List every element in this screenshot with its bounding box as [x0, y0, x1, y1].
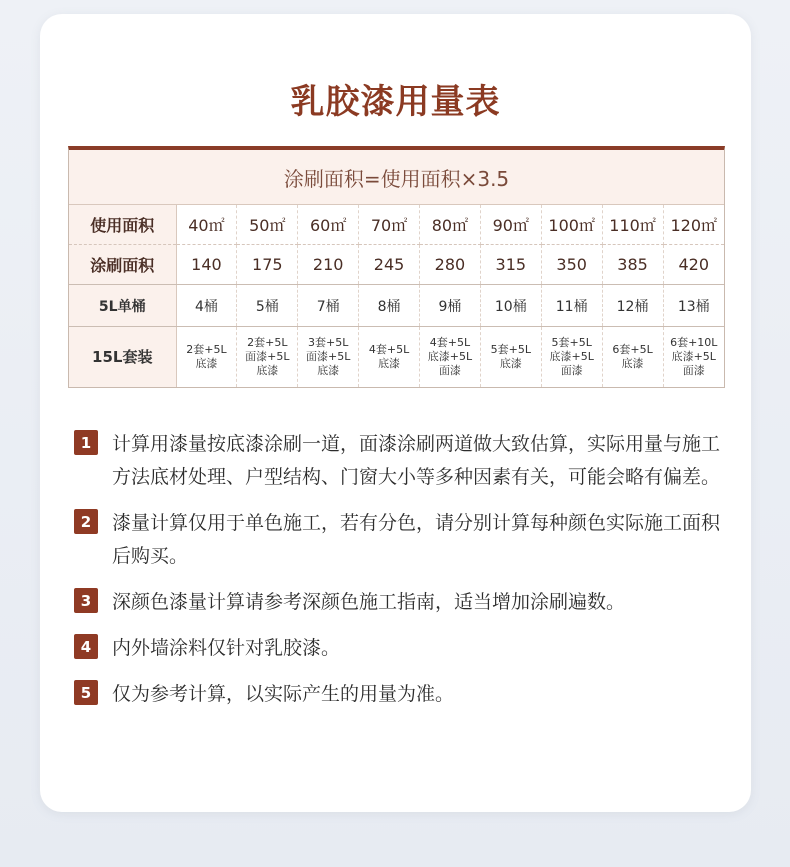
row-15l-set [69, 327, 724, 388]
bucket-5l-cell: 9桶 [420, 285, 481, 327]
page-title: 乳胶漆用量表 [290, 82, 501, 122]
set-15l-cell: 5套+5L 底漆+5L 面漆 [541, 327, 602, 388]
note-number-badge: 4 [74, 634, 98, 659]
usage-area-cell: 50㎡ [237, 205, 298, 245]
content-card [40, 14, 751, 812]
row-brush-area [69, 245, 724, 285]
usage-area-cell: 90㎡ [480, 205, 541, 245]
formula-header: 涂刷面积=使用面积×3.5 [69, 150, 724, 205]
note-number-badge: 5 [74, 680, 98, 705]
set-15l-cell: 6套+5L 底漆 [602, 327, 663, 388]
set-15l-cell: 6套+10L 底漆+5L 面漆 [670, 336, 718, 377]
bucket-5l-cell: 12桶 [602, 285, 663, 327]
set-15l-cell: 4套+5L 底漆 [359, 327, 420, 388]
note-item [74, 632, 724, 665]
note-text: 计算用漆量按底漆涂刷一道，面漆涂刷两道做大致估算，实际用量与施工方法底材处理、户型结构、门窗大小等多种因素有关，可能会略有偏差。 [112, 433, 721, 488]
brush-area-cell: 280 [420, 245, 481, 285]
note-text: 内外墙涂料仅针对乳胶漆。 [112, 637, 341, 659]
bucket-5l-cell: 10桶 [480, 285, 541, 327]
brush-area-cell: 175 [237, 245, 298, 285]
usage-area-cell: 100㎡ [541, 205, 602, 245]
note-text: 仅为参考计算，以实际产生的用量为准。 [112, 683, 455, 705]
brush-area-cell: 315 [480, 245, 541, 285]
usage-table-grid [69, 150, 724, 387]
row-usage-area [69, 205, 724, 245]
row-5l-bucket [69, 285, 724, 327]
set-15l-cell: 2套+5L 面漆+5L 底漆 [237, 327, 298, 388]
note-number-badge: 2 [74, 509, 98, 534]
bucket-5l-cell: 7桶 [298, 285, 359, 327]
usage-area-cell: 60㎡ [298, 205, 359, 245]
usage-area-cell: 80㎡ [420, 205, 481, 245]
note-number-badge: 1 [74, 430, 98, 455]
note-number-badge: 3 [74, 588, 98, 613]
note-text: 漆量计算仅用于单色施工，若有分色，请分别计算每种颜色实际施工面积后购买。 [112, 512, 721, 567]
bucket-5l-cell: 8桶 [359, 285, 420, 327]
brush-area-cell: 385 [602, 245, 663, 285]
set-15l-cell: 4套+5L 底漆+5L 面漆 [420, 327, 481, 388]
usage-area-cell: 110㎡ [602, 205, 663, 245]
note-item [74, 678, 724, 711]
bucket-5l-cell: 4桶 [176, 285, 237, 327]
set-15l-cell: 5套+5L 底漆 [480, 327, 541, 388]
row-label-usage-area: 使用面积 [69, 205, 176, 245]
note-text: 深颜色漆量计算请参考深颜色施工指南，适当增加涂刷遍数。 [112, 591, 626, 613]
brush-area-cell: 140 [176, 245, 237, 285]
row-label-15l-set: 15L套装 [69, 327, 176, 388]
row-label-5l-bucket: 5L单桶 [69, 285, 176, 327]
brush-area-cell: 245 [359, 245, 420, 285]
usage-area-cell: 70㎡ [359, 205, 420, 245]
note-item [74, 507, 724, 573]
brush-area-cell: 420 [663, 245, 724, 285]
bucket-5l-cell: 13桶 [663, 285, 724, 327]
bucket-5l-cell: 5桶 [237, 285, 298, 327]
set-15l-cell: 2套+5L 底漆 [176, 327, 237, 388]
usage-area-cell: 40㎡ [176, 205, 237, 245]
note-item [74, 586, 724, 619]
usage-area-cell: 120㎡ [663, 205, 724, 245]
brush-area-cell: 210 [298, 245, 359, 285]
brush-area-cell: 350 [541, 245, 602, 285]
usage-table [68, 146, 725, 388]
notes-list [74, 428, 724, 724]
note-item [74, 428, 724, 494]
row-label-brush-area: 涂刷面积 [69, 245, 176, 285]
set-15l-cell: 3套+5L 面漆+5L 底漆 [298, 327, 359, 388]
bucket-5l-cell: 11桶 [541, 285, 602, 327]
